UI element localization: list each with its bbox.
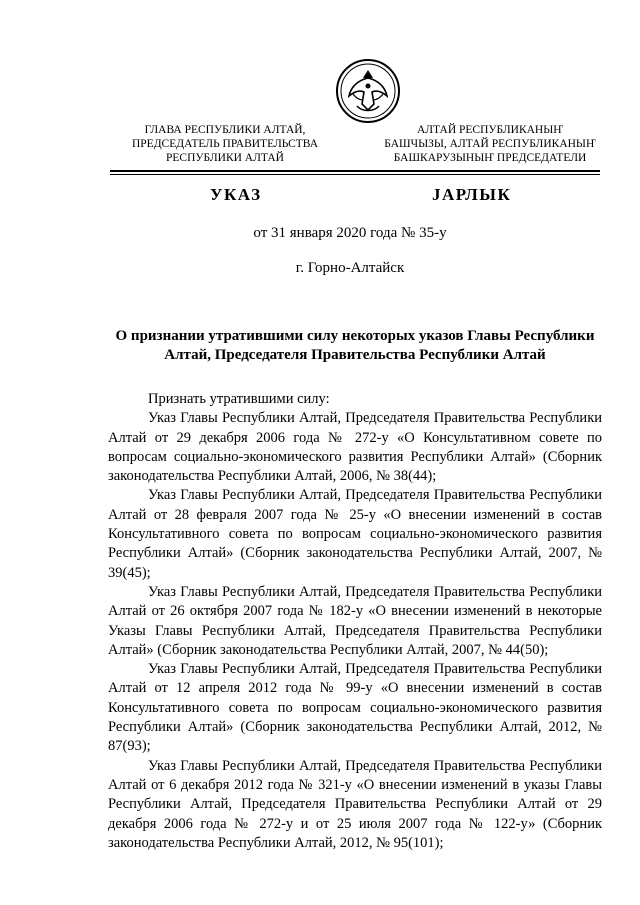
- header-left-line-1: ГЛАВА РЕСПУБЛИКИ АЛТАЙ,: [144, 124, 306, 136]
- header-left-line-2: ПРЕДСЕДАТЕЛЬ ПРАВИТЕЛЬСТВА: [131, 138, 319, 150]
- header-left-line-3: РЕСПУБЛИКИ АЛТАЙ: [166, 152, 284, 164]
- body-item-3: Указ Главы Республики Алтай, Председателя Правительства Республики Алтай от 26 октября 2007 года № 182-у «О внесении изменений в некоторые Указы Главы Республики Алтай, Председателя Правительства Республики Алтай» (Сборник законодательства Республики Алтай, 2007, № 44(50);: [108, 583, 602, 658]
- header-right-line-2: БАШЧЫЗЫ, АЛТАЙ РЕСПУБЛИКАНЫҤ: [384, 138, 596, 150]
- coat-of-arms-emblem: [335, 58, 401, 124]
- header-divider-thin: [110, 174, 600, 175]
- title-ukaz: УКАЗ: [210, 185, 262, 204]
- document-title: О признании утратившими силу некоторых указов Главы Республики Алтай, Председателя Правительства Республики Алтай: [115, 328, 595, 363]
- header-left: [125, 123, 325, 165]
- document-city: г. Горно-Алтайск: [295, 260, 405, 276]
- header-right-line-3: БАШКАРУЗЫНЫҤ ПРЕДСЕДАТЕЛИ: [393, 152, 587, 164]
- header-right: [375, 123, 605, 165]
- document-date-number: от 31 января 2020 года № 35-у: [253, 225, 447, 241]
- document-body: [108, 390, 602, 853]
- body-item-4: Указ Главы Республики Алтай, Председателя Правительства Республики Алтай от 12 апреля 2012 года № 99-у «О внесении изменений в состав Консультативного совета по вопросам социально-экономического развития Республики Алтай» (Сборник законодательства Республики Алтай, 2012, № 87(93);: [108, 661, 602, 755]
- body-item-1: Указ Главы Республики Алтай, Председателя Правительства Республики Алтай от 29 декабря 2006 года № 272-у «О Консультативном совете по вопросам социально-экономического развития Республики Алтай» (Сборник законодательства Республики Алтай, 2006, № 38(44);: [108, 410, 602, 485]
- title-jarlyk: ЈАРЛЫК: [432, 185, 512, 204]
- header-divider-thick: [110, 170, 600, 172]
- body-lead: Признать утратившими силу:: [148, 391, 330, 407]
- header-right-line-1: АЛТАЙ РЕСПУБЛИКАНЫҤ: [416, 124, 564, 136]
- body-item-2: Указ Главы Республики Алтай, Председателя Правительства Республики Алтай от 28 февраля 2007 года № 25-у «О внесении изменений в состав Консультативного совета по вопросам социально-экономического развития Республики Алтай» (Сборник законодательства Республики Алтай, 2007, № 39(45);: [108, 487, 602, 581]
- body-item-5: Указ Главы Республики Алтай, Председателя Правительства Республики Алтай от 6 декабря 2012 года № 321-у «О внесении изменений в указы Главы Республики Алтай, Председателя Правительства Республики Алтай от 29 декабря 2006 года № 272-у и от 25 июля 2007 года № 122-у» (Сборник законодательства Республики Алтай, 2012, № 95(101);: [108, 757, 602, 851]
